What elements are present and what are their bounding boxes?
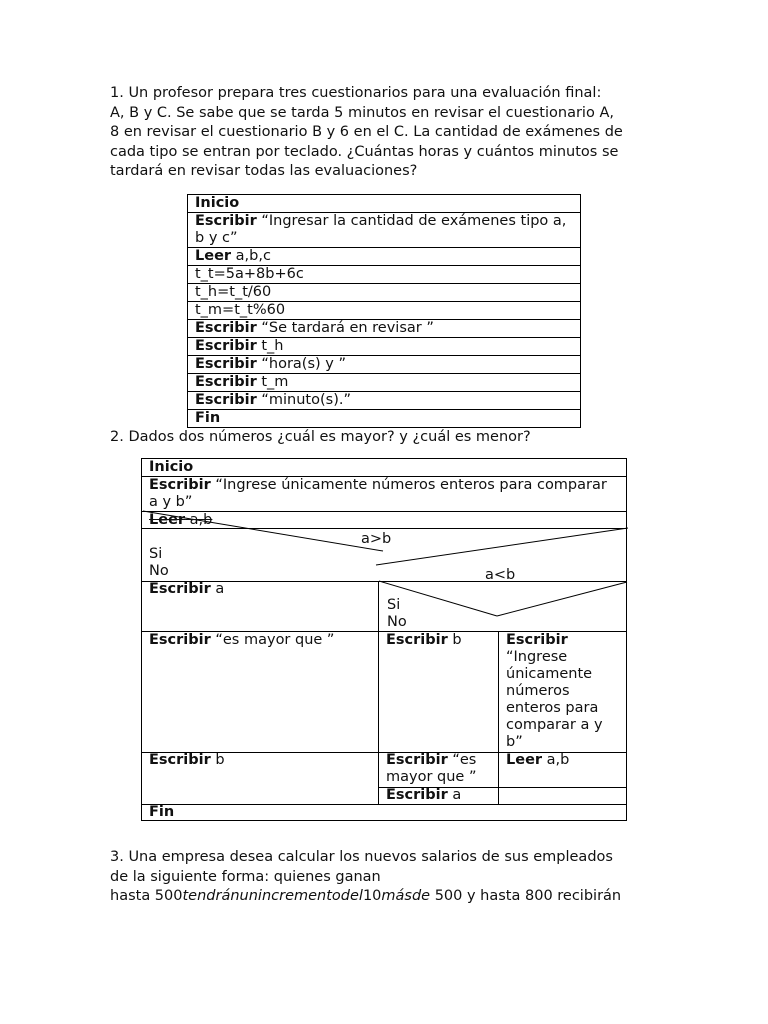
pseudocode-table-1	[187, 194, 581, 428]
table1-row: Escribir “hora(s) y ”	[188, 356, 581, 374]
flow-write-a-2: Escribir a	[386, 787, 462, 803]
q1-line: cada tipo se entran por teclado. ¿Cuántas horas y cuántos minutos se	[110, 143, 619, 160]
flow-write-b-2: Escribir b	[149, 752, 225, 768]
flow-end: Fin	[149, 804, 175, 820]
flow-write-b: Escribir b	[386, 632, 462, 648]
flow-start: Inicio	[149, 459, 194, 475]
table1-row: Leer a,b,c	[188, 248, 581, 266]
flow-write-mayor-2: Escribir “es mayor que ”	[386, 752, 477, 785]
table1-row: Escribir t_m	[188, 374, 581, 392]
question-2-title: 2. Dados dos números ¿cuál es mayor? y ¿cuál es menor?	[110, 429, 531, 445]
branch-no: No	[149, 563, 169, 579]
table1-row: t_h=t_t/60	[188, 284, 581, 302]
table1-row: Escribir “Ingresar la cantidad de exámenes tipo a, b y c”	[188, 213, 581, 248]
table1-row: Escribir “Se tardará en revisar ”	[188, 320, 581, 338]
condition-a-gt-b: a>b	[361, 531, 392, 547]
flow-read-ab-2: Leer a,b	[506, 752, 570, 768]
q1-line: 1. Un profesor prepara tres cuestionarios para una evaluación final:	[110, 85, 602, 101]
flowchart-table-2	[141, 458, 627, 821]
q1-line: 8 en revisar el cuestionario B y 6 en el C. La cantidad de exámenes de	[110, 124, 623, 141]
table1-row: t_t=5a+8b+6c	[188, 266, 581, 284]
branch-no-2: No	[387, 614, 407, 630]
table1-row: Escribir t_h	[188, 338, 581, 356]
flow-write-mayor: Escribir “es mayor que ”	[149, 632, 335, 648]
q3-line-3: hasta 500tendránunincrementodel10másde 500 y hasta 800 recibirán	[110, 888, 622, 905]
branch-si: Si	[149, 546, 163, 562]
table1-row: Escribir “minuto(s).”	[188, 392, 581, 410]
q3-line: 3. Una empresa desea calcular los nuevos salarios de sus empleados	[110, 849, 613, 865]
condition-a-lt-b: a<b	[485, 567, 516, 583]
flow-read-ab: Leer a,b	[149, 512, 213, 528]
q3-line: de la siguiente forma: quienes ganan	[110, 868, 381, 885]
flow-write-a: Escribir a	[149, 581, 225, 597]
branch-si-2: Si	[387, 597, 401, 613]
question-3-text	[110, 848, 670, 907]
question-1-text	[110, 84, 670, 182]
table1-end: Fin	[188, 410, 581, 428]
q1-line: tardará en revisar todas las evaluaciones?	[110, 163, 418, 180]
flow-write-ingrese: Escribir “Ingrese únicamente números enteros para comparar a y b”	[506, 632, 603, 750]
flow-write-intro: Escribir “Ingrese únicamente números enteros para comparar a y b”	[149, 477, 607, 510]
table1-row: t_m=t_t%60	[188, 302, 581, 320]
table1-start: Inicio	[188, 195, 581, 213]
q1-line: A, B y C. Se sabe que se tarda 5 minutos en revisar el cuestionario A,	[110, 104, 614, 121]
